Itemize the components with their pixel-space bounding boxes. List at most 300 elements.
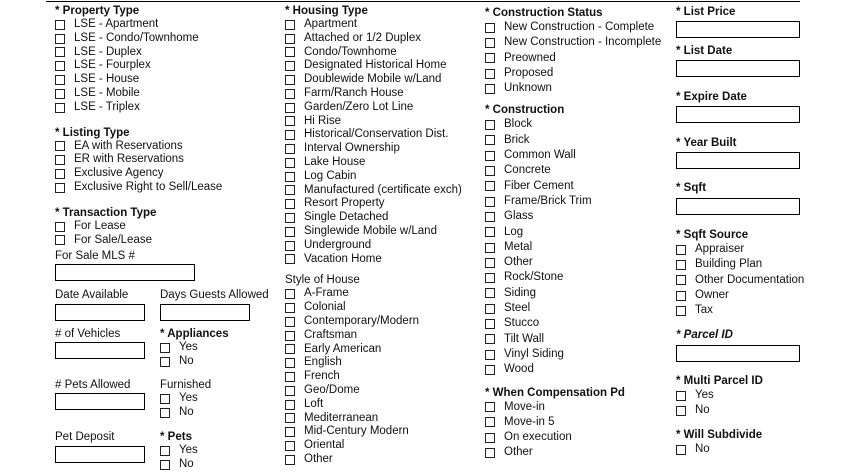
sqft-source-option[interactable] xyxy=(676,273,804,288)
when-compensation-options xyxy=(485,400,675,461)
checkbox[interactable] xyxy=(285,47,295,57)
option-label: Exclusive Right to Sell/Lease xyxy=(74,180,223,193)
property-type-option[interactable] xyxy=(55,73,280,87)
checkbox[interactable] xyxy=(485,38,495,48)
option-label: Unknown xyxy=(504,82,552,95)
checkbox[interactable] xyxy=(55,141,65,151)
option-label: EA with Reservations xyxy=(74,139,183,152)
transaction-type-option[interactable] xyxy=(55,220,280,234)
pet-deposit-field[interactable] xyxy=(55,446,145,463)
construction-option[interactable] xyxy=(485,179,675,194)
checkbox[interactable] xyxy=(285,185,295,195)
checkbox[interactable] xyxy=(485,53,495,63)
option-label: Underground xyxy=(304,238,372,251)
option-label: Exclusive Agency xyxy=(74,167,164,180)
checkbox[interactable] xyxy=(285,386,295,396)
construction-option[interactable] xyxy=(485,301,675,316)
construction-option[interactable] xyxy=(485,163,675,178)
property-type-option[interactable] xyxy=(55,101,280,115)
option-label: Mediterranean xyxy=(304,411,379,424)
for-sale-mls-field[interactable] xyxy=(55,264,195,281)
option-label: Apartment xyxy=(304,18,358,30)
column-2 xyxy=(285,4,480,467)
option-label: Proposed xyxy=(504,66,554,79)
option-label: Manufactured (certificate exch) xyxy=(304,183,462,196)
checkbox[interactable] xyxy=(160,343,170,353)
will-subdivide-label: * Will Subdivide xyxy=(676,429,763,441)
option-label: Lake House xyxy=(304,155,366,168)
num-vehicles-field[interactable] xyxy=(55,342,145,359)
pets-options xyxy=(160,444,198,472)
appliances-group xyxy=(160,327,229,369)
checkbox[interactable] xyxy=(485,166,495,176)
checkbox[interactable] xyxy=(55,61,65,71)
checkbox[interactable] xyxy=(55,75,65,85)
sqft-source-option[interactable] xyxy=(676,303,804,318)
option-label: LSE - Mobile xyxy=(74,86,140,99)
furnished-option[interactable] xyxy=(160,406,211,420)
option-label: Move-in 5 xyxy=(504,415,555,428)
transaction-type-options xyxy=(55,220,280,248)
option-label: LSE - House xyxy=(74,73,140,86)
checkbox[interactable] xyxy=(285,372,295,382)
pets-allowed-label: # Pets Allowed xyxy=(55,379,131,391)
construction-option[interactable] xyxy=(485,286,675,301)
housing-type-option[interactable] xyxy=(285,239,480,253)
construction-option[interactable] xyxy=(485,209,675,224)
option-label: Other xyxy=(304,452,333,465)
style-of-house-option[interactable] xyxy=(285,356,480,370)
checkbox[interactable] xyxy=(285,144,295,154)
column-1 xyxy=(55,4,280,247)
style-of-house-option[interactable] xyxy=(285,412,480,426)
option-label: Building Plan xyxy=(695,258,763,271)
option-label: Other xyxy=(504,256,533,269)
listing-type-option[interactable] xyxy=(55,153,280,167)
construction-option[interactable] xyxy=(485,255,675,270)
housing-type-option[interactable] xyxy=(285,46,480,60)
checkbox[interactable] xyxy=(485,120,495,130)
option-label: On execution xyxy=(504,431,572,444)
year-built-field[interactable] xyxy=(676,152,800,169)
option-label: Wood xyxy=(504,363,534,376)
option-label: Glass xyxy=(504,210,534,223)
checkbox[interactable] xyxy=(485,69,495,79)
checkbox[interactable] xyxy=(676,445,686,455)
appliances-options xyxy=(160,341,229,369)
checkbox[interactable] xyxy=(285,34,295,44)
checkbox[interactable] xyxy=(285,20,295,30)
when-compensation-pd-option[interactable] xyxy=(485,445,675,460)
option-label: A-Frame xyxy=(304,287,349,300)
style-of-house-option[interactable] xyxy=(285,370,480,384)
checkbox[interactable] xyxy=(485,319,495,329)
housing-type-option[interactable] xyxy=(285,211,480,225)
checkbox[interactable] xyxy=(285,303,295,313)
construction-option[interactable] xyxy=(485,194,675,209)
option-label: LSE - Triplex xyxy=(74,100,140,113)
option-label: Owner xyxy=(695,288,729,301)
option-label: Attached or 1/2 Duplex xyxy=(304,31,421,44)
housing-type-option[interactable] xyxy=(285,18,480,32)
option-label: Doublewide Mobile w/Land xyxy=(304,73,442,86)
checkbox[interactable] xyxy=(55,155,65,165)
listing-type-option[interactable] xyxy=(55,167,280,181)
housing-type-option[interactable] xyxy=(285,197,480,211)
option-label: For Sale/Lease xyxy=(74,233,152,246)
housing-type-option[interactable] xyxy=(285,59,480,73)
furnished-options xyxy=(160,392,211,420)
checkbox[interactable] xyxy=(285,199,295,209)
construction-options xyxy=(485,117,675,377)
checkbox[interactable] xyxy=(676,291,686,301)
option-label: Tilt Wall xyxy=(504,332,545,345)
construction-status-option[interactable] xyxy=(485,51,675,66)
checkbox[interactable] xyxy=(676,245,686,255)
housing-type-options xyxy=(285,18,480,266)
checkbox[interactable] xyxy=(285,241,295,251)
option-label: Yes xyxy=(695,389,714,401)
option-label: Siding xyxy=(504,286,536,299)
housing-type-label: * Housing Type xyxy=(285,5,368,17)
checkbox[interactable] xyxy=(285,455,295,465)
when-compensation-pd-option[interactable] xyxy=(485,400,675,415)
expire-date-field[interactable] xyxy=(676,106,800,123)
housing-type-option[interactable] xyxy=(285,32,480,46)
style-of-house-option[interactable] xyxy=(285,301,480,315)
parcel-id-label: * Parcel ID xyxy=(676,329,733,341)
option-label: French xyxy=(304,370,340,383)
property-type-option[interactable] xyxy=(55,46,280,60)
property-type-label: * Property Type xyxy=(55,5,140,17)
option-label: Common Wall xyxy=(504,149,576,162)
pet-deposit-label: Pet Deposit xyxy=(55,431,115,443)
checkbox[interactable] xyxy=(485,84,495,94)
construction-option[interactable] xyxy=(485,133,675,148)
checkbox[interactable] xyxy=(285,130,295,140)
furnished-label: Furnished xyxy=(160,379,212,391)
checkbox[interactable] xyxy=(485,304,495,314)
property-type-option[interactable] xyxy=(55,59,280,73)
construction-option[interactable] xyxy=(485,117,675,132)
option-label: Appraiser xyxy=(695,243,745,255)
option-label: Singlewide Mobile w/Land xyxy=(304,224,437,237)
pets-option[interactable] xyxy=(160,444,198,458)
style-of-house-options xyxy=(285,287,480,466)
housing-type-option[interactable] xyxy=(285,253,480,267)
list-price-label: * List Price xyxy=(676,6,736,18)
checkbox[interactable] xyxy=(160,460,170,470)
construction-option[interactable] xyxy=(485,362,675,377)
checkbox[interactable] xyxy=(285,317,295,327)
option-label: Metal xyxy=(504,240,533,253)
option-label: Hi Rise xyxy=(304,114,342,127)
property-type-option[interactable] xyxy=(55,87,280,101)
checkbox[interactable] xyxy=(676,406,686,416)
construction-option[interactable] xyxy=(485,332,675,347)
column-3 xyxy=(485,6,675,461)
housing-type-option[interactable] xyxy=(285,87,480,101)
appliances-label: * Appliances xyxy=(160,328,229,340)
checkbox[interactable] xyxy=(285,227,295,237)
multi-parcel-id-option[interactable] xyxy=(676,403,763,418)
option-label: Condo/Townhome xyxy=(304,45,397,58)
pets-allowed-field[interactable] xyxy=(55,393,145,410)
construction-option[interactable] xyxy=(485,225,675,240)
option-label: Fiber Cement xyxy=(504,179,574,192)
option-label: Block xyxy=(504,118,533,131)
option-label: Log xyxy=(504,225,524,238)
housing-type-option[interactable] xyxy=(285,170,480,184)
option-label: Yes xyxy=(179,392,198,404)
multi-parcel-id-label: * Multi Parcel ID xyxy=(676,375,763,387)
checkbox[interactable] xyxy=(160,446,170,456)
housing-type-option[interactable] xyxy=(285,225,480,239)
style-of-house-option[interactable] xyxy=(285,398,480,412)
checkbox[interactable] xyxy=(485,212,495,222)
checkbox[interactable] xyxy=(485,365,495,375)
year-built-label: * Year Built xyxy=(676,137,737,149)
option-label: Craftsman xyxy=(304,328,358,341)
checkbox[interactable] xyxy=(485,258,495,268)
list-date-field[interactable] xyxy=(676,60,800,77)
checkbox[interactable] xyxy=(485,334,495,344)
date-available-field[interactable] xyxy=(55,304,145,321)
construction-status-option[interactable] xyxy=(485,20,675,35)
style-of-house-option[interactable] xyxy=(285,425,480,439)
listing-type-label: * Listing Type xyxy=(55,126,130,139)
option-label: Contemporary/Modern xyxy=(304,314,420,327)
checkbox[interactable] xyxy=(285,441,295,451)
construction-option[interactable] xyxy=(485,148,675,163)
when-compensation-pd-option[interactable] xyxy=(485,415,675,430)
sqft-label: * Sqft xyxy=(676,182,707,194)
housing-type-option[interactable] xyxy=(285,73,480,87)
checkbox[interactable] xyxy=(160,357,170,367)
sqft-source-option[interactable] xyxy=(676,242,804,257)
option-label: Tax xyxy=(695,304,713,317)
checkbox[interactable] xyxy=(485,417,495,427)
option-label: Early American xyxy=(304,342,382,355)
checkbox[interactable] xyxy=(285,116,295,126)
list-date-label: * List Date xyxy=(676,45,733,57)
checkbox[interactable] xyxy=(485,402,495,412)
housing-type-option[interactable] xyxy=(285,115,480,129)
date-available-label: Date Available xyxy=(55,289,129,301)
when-compensation-label: * When Compensation Pd xyxy=(485,386,625,399)
property-type-option[interactable] xyxy=(55,18,280,32)
checkbox[interactable] xyxy=(160,408,170,418)
checkbox[interactable] xyxy=(485,288,495,298)
checkbox[interactable] xyxy=(676,260,686,270)
option-label: No xyxy=(179,457,194,470)
option-label: Frame/Brick Trim xyxy=(504,194,592,207)
checkbox[interactable] xyxy=(485,135,495,145)
style-of-house-option[interactable] xyxy=(285,439,480,453)
construction-option[interactable] xyxy=(485,347,675,362)
top-rule xyxy=(46,1,800,2)
housing-type-option[interactable] xyxy=(285,156,480,170)
checkbox[interactable] xyxy=(55,20,65,30)
option-label: LSE - Apartment xyxy=(74,18,159,30)
checkbox[interactable] xyxy=(285,427,295,437)
appliances-option[interactable] xyxy=(160,341,229,355)
option-label: ER with Reservations xyxy=(74,153,184,166)
option-label: New Construction - Complete xyxy=(504,21,655,33)
checkbox[interactable] xyxy=(485,243,495,253)
style-of-house-label: Style of House xyxy=(285,274,360,287)
checkbox[interactable] xyxy=(285,254,295,264)
option-label: Oriental xyxy=(304,439,345,452)
option-label: Rock/Stone xyxy=(504,271,564,284)
list-price-field[interactable] xyxy=(676,21,800,38)
checkbox[interactable] xyxy=(55,34,65,44)
checkbox[interactable] xyxy=(485,23,495,33)
property-type-options xyxy=(55,18,280,115)
will-subdivide-option[interactable] xyxy=(676,442,762,457)
listing-type-option[interactable] xyxy=(55,140,280,154)
listing-type-options xyxy=(55,140,280,195)
construction-status-option[interactable] xyxy=(485,81,675,96)
option-label: Single Detached xyxy=(304,211,389,224)
option-label: Other xyxy=(504,446,533,459)
construction-status-options xyxy=(485,20,675,96)
pets-label: * Pets xyxy=(160,431,192,443)
checkbox[interactable] xyxy=(55,89,65,99)
appliances-option[interactable] xyxy=(160,355,229,369)
sqft-source-option[interactable] xyxy=(676,257,804,272)
checkbox[interactable] xyxy=(55,103,65,113)
days-guests-allowed-label: Days Guests Allowed xyxy=(160,289,269,301)
construction-label: * Construction xyxy=(485,104,565,117)
option-label: Log Cabin xyxy=(304,169,357,182)
checkbox[interactable] xyxy=(485,181,495,191)
checkbox[interactable] xyxy=(285,103,295,113)
option-label: Mid-Century Modern xyxy=(304,425,409,438)
option-label: Colonial xyxy=(304,301,346,314)
will-subdivide-options xyxy=(676,442,762,457)
style-of-house-option[interactable] xyxy=(285,384,480,398)
sqft-source-options xyxy=(676,242,804,318)
sqft-field[interactable] xyxy=(676,198,800,215)
checkbox[interactable] xyxy=(285,61,295,71)
furnished-option[interactable] xyxy=(160,392,211,406)
checkbox[interactable] xyxy=(485,448,495,458)
transaction-type-label: * Transaction Type xyxy=(55,206,157,219)
housing-type-option[interactable] xyxy=(285,128,480,142)
checkbox[interactable] xyxy=(285,172,295,182)
option-label: Loft xyxy=(304,397,324,410)
option-label: Other Documentation xyxy=(695,273,805,286)
option-label: Concrete xyxy=(504,164,551,177)
housing-type-option[interactable] xyxy=(285,184,480,198)
checkbox[interactable] xyxy=(285,331,295,341)
option-label: Move-in xyxy=(504,400,545,413)
option-label: Geo/Dome xyxy=(304,383,360,396)
checkbox[interactable] xyxy=(285,289,295,299)
construction-status-option[interactable] xyxy=(485,66,675,81)
checkbox[interactable] xyxy=(285,75,295,85)
checkbox[interactable] xyxy=(285,413,295,423)
option-label: LSE - Duplex xyxy=(74,45,142,58)
checkbox[interactable] xyxy=(676,391,686,401)
option-label: English xyxy=(304,356,342,369)
option-label: Stucco xyxy=(504,317,540,330)
construction-status-option[interactable] xyxy=(485,35,675,50)
checkbox[interactable] xyxy=(485,227,495,237)
checkbox[interactable] xyxy=(55,47,65,57)
option-label: LSE - Condo/Townhome xyxy=(74,31,199,44)
option-label: New Construction - Incomplete xyxy=(504,36,662,49)
when-compensation-pd-option[interactable] xyxy=(485,430,675,445)
multi-parcel-id-option[interactable] xyxy=(676,388,763,403)
checkbox[interactable] xyxy=(485,151,495,161)
style-of-house-option[interactable] xyxy=(285,329,480,343)
checkbox[interactable] xyxy=(160,394,170,404)
sqft-source-group xyxy=(676,228,804,318)
option-label: LSE - Fourplex xyxy=(74,59,151,72)
style-of-house-option[interactable] xyxy=(285,287,480,301)
checkbox[interactable] xyxy=(676,275,686,285)
construction-option[interactable] xyxy=(485,240,675,255)
option-label: Preowned xyxy=(504,51,556,64)
option-label: Farm/Ranch House xyxy=(304,86,404,99)
checkbox[interactable] xyxy=(285,344,295,354)
option-label: Interval Ownership xyxy=(304,142,400,155)
property-type-option[interactable] xyxy=(55,32,280,46)
checkbox[interactable] xyxy=(285,400,295,410)
option-label: Vinyl Siding xyxy=(504,347,564,360)
parcel-id-field[interactable] xyxy=(676,345,800,362)
checkbox[interactable] xyxy=(285,158,295,168)
sqft-source-label: * Sqft Source xyxy=(676,229,749,241)
style-of-house-option[interactable] xyxy=(285,343,480,357)
checkbox[interactable] xyxy=(485,273,495,283)
pets-option[interactable] xyxy=(160,458,198,472)
checkbox[interactable] xyxy=(676,306,686,316)
will-subdivide-group xyxy=(676,428,762,457)
option-label: Yes xyxy=(179,341,198,353)
sqft-source-option[interactable] xyxy=(676,288,804,303)
pets-group xyxy=(160,430,198,472)
housing-type-option[interactable] xyxy=(285,142,480,156)
option-label: For Lease xyxy=(74,219,126,232)
checkbox[interactable] xyxy=(285,358,295,368)
construction-option[interactable] xyxy=(485,316,675,331)
option-label: Garden/Zero Lot Line xyxy=(304,100,414,113)
days-guests-allowed-field[interactable] xyxy=(160,304,250,321)
construction-status-label: * Construction Status xyxy=(485,7,603,19)
multi-parcel-id-options xyxy=(676,388,763,419)
housing-type-option[interactable] xyxy=(285,101,480,115)
transaction-type-option[interactable] xyxy=(55,234,280,248)
style-of-house-option[interactable] xyxy=(285,453,480,467)
checkbox[interactable] xyxy=(55,235,65,245)
checkbox[interactable] xyxy=(485,433,495,443)
checkbox[interactable] xyxy=(285,89,295,99)
checkbox[interactable] xyxy=(485,197,495,207)
for-sale-mls-label: For Sale MLS # xyxy=(55,250,135,262)
num-vehicles-label: # of Vehicles xyxy=(55,328,121,340)
checkbox[interactable] xyxy=(485,350,495,360)
checkbox[interactable] xyxy=(55,183,65,193)
construction-option[interactable] xyxy=(485,270,675,285)
listing-type-option[interactable] xyxy=(55,181,280,195)
checkbox[interactable] xyxy=(285,213,295,223)
checkbox[interactable] xyxy=(55,169,65,179)
checkbox[interactable] xyxy=(55,222,65,232)
style-of-house-option[interactable] xyxy=(285,315,480,329)
